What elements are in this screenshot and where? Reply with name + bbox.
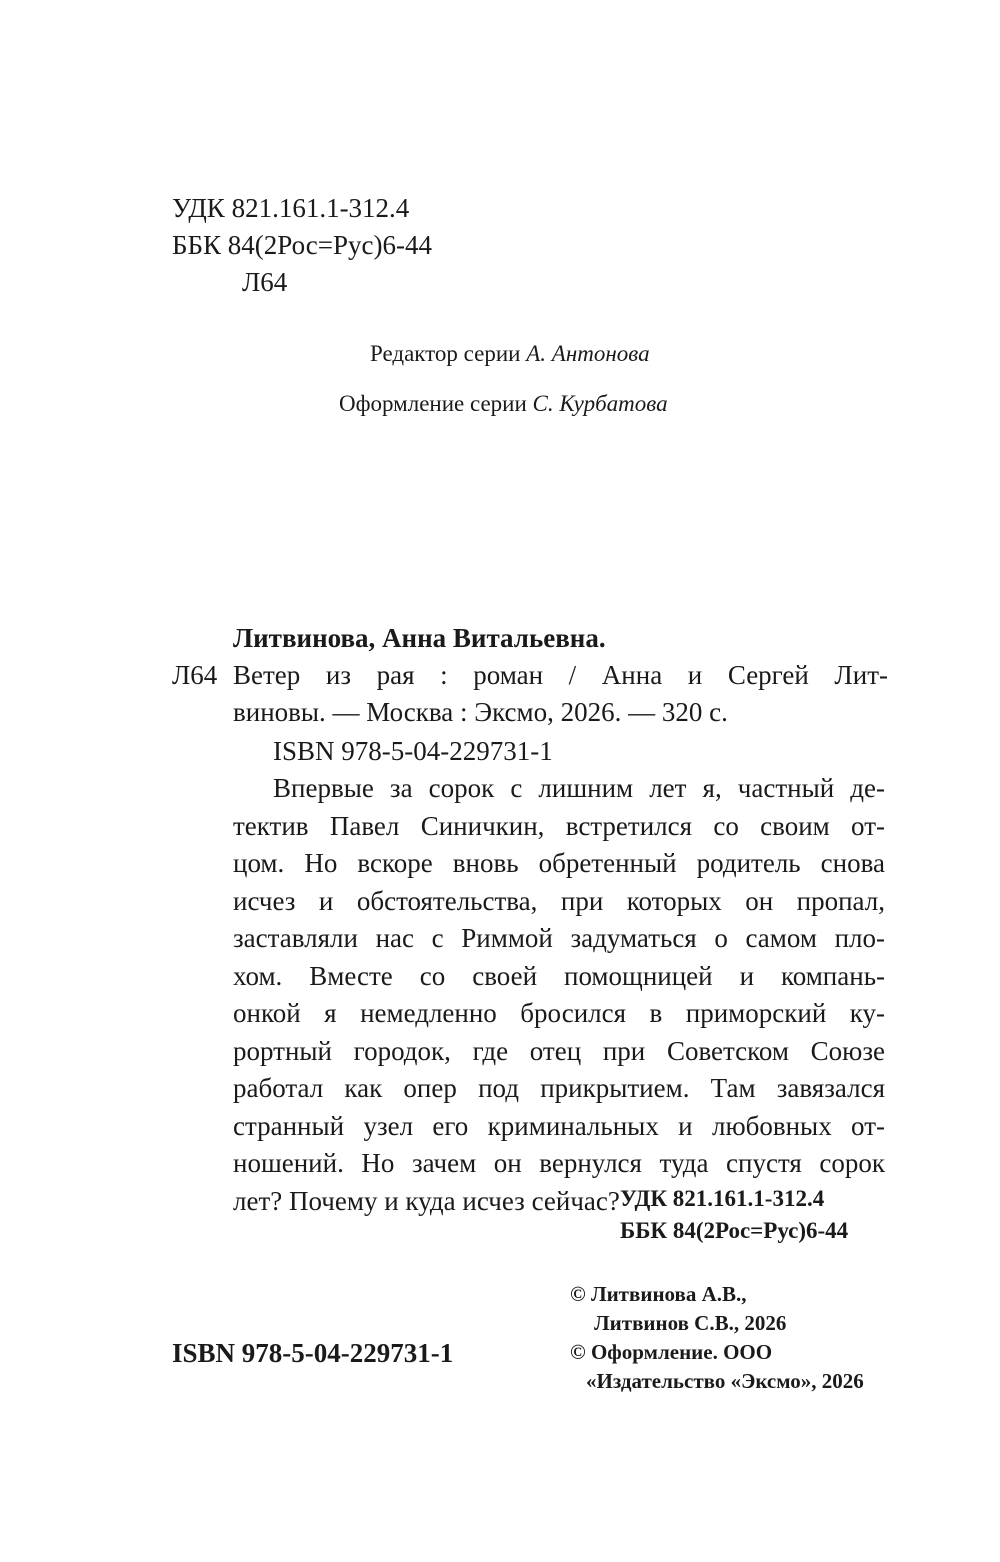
series-design-credit — [339, 391, 668, 417]
series-design-label: Оформление серии — [339, 391, 527, 416]
card-entry — [172, 657, 888, 770]
series-editor-credit — [370, 341, 650, 367]
bottom-bbk: ББК 84(2Рос=Рус)6-44 — [620, 1218, 849, 1243]
annotation-line: Впервые за сорок с лишним лет я, частный де- — [273, 773, 885, 803]
annotation-line: цом. Но вскоре вновь обретенный родитель снова — [233, 848, 885, 878]
card-title-line: Ветер из рая : роман / Анна и Сергей Лит- — [233, 660, 888, 690]
copyright-line: Литвинов С.В., 2026 — [594, 1311, 787, 1335]
card-author-code: Л64 — [172, 660, 218, 690]
card-title-line: виновы. — Москва : Эксмо, 2026. — 320 с. — [233, 697, 728, 727]
top-bbk: ББК 84(2Рос=Рус)6-44 — [172, 230, 432, 260]
catalog-card — [172, 620, 888, 770]
bottom-udk: УДК 821.161.1-312.4 — [620, 1186, 825, 1211]
bottom-classification-codes — [620, 1183, 848, 1247]
annotation-line: заставляли нас с Риммой задуматься о самом пло- — [233, 923, 885, 953]
annotation-line: рортный городок, где отец при Советском Союзе — [233, 1035, 885, 1066]
annotation-line: странный узел его криминальных и любовных от- — [233, 1110, 885, 1141]
card-author: Литвинова, Анна Витальевна. — [233, 623, 606, 653]
annotation-line: работал как опер под прикрытием. Там завязался — [233, 1073, 885, 1103]
copyright-line: © Литвинова А.В., — [570, 1282, 747, 1306]
copyright-block — [570, 1280, 864, 1396]
annotation-line: ношений. Но зачем он вернулся туда спустя сорок — [233, 1148, 885, 1178]
top-author-code: Л64 — [242, 267, 288, 297]
series-editor-name: А. Антонова — [526, 341, 650, 366]
annotation-line: исчез и обстоятельства, при которых он пропал, — [233, 885, 885, 916]
copyright-line: «Издательство «Эксмо», 2026 — [586, 1369, 864, 1393]
top-udk: УДК 821.161.1-312.4 — [172, 193, 410, 223]
series-editor-label: Редактор серии — [370, 341, 521, 366]
top-classification-codes — [172, 190, 432, 301]
book-annotation — [233, 770, 885, 1220]
annotation-line: хом. Вместе со своей помощницей и компань- — [233, 960, 885, 991]
isbn-large: ISBN 978-5-04-229731-1 — [172, 1338, 454, 1368]
copyright-line: © Оформление. ООО — [570, 1340, 773, 1364]
annotation-line: тектив Павел Синичкин, встретился со своим от- — [233, 810, 885, 841]
annotation-line: онкой я немедленно бросился в приморский ку- — [233, 998, 885, 1028]
annotation-line: лет? Почему и куда исчез сейчас? — [233, 1185, 620, 1216]
card-isbn: ISBN 978-5-04-229731-1 — [273, 736, 553, 766]
series-design-name: С. Курбатова — [532, 391, 668, 416]
